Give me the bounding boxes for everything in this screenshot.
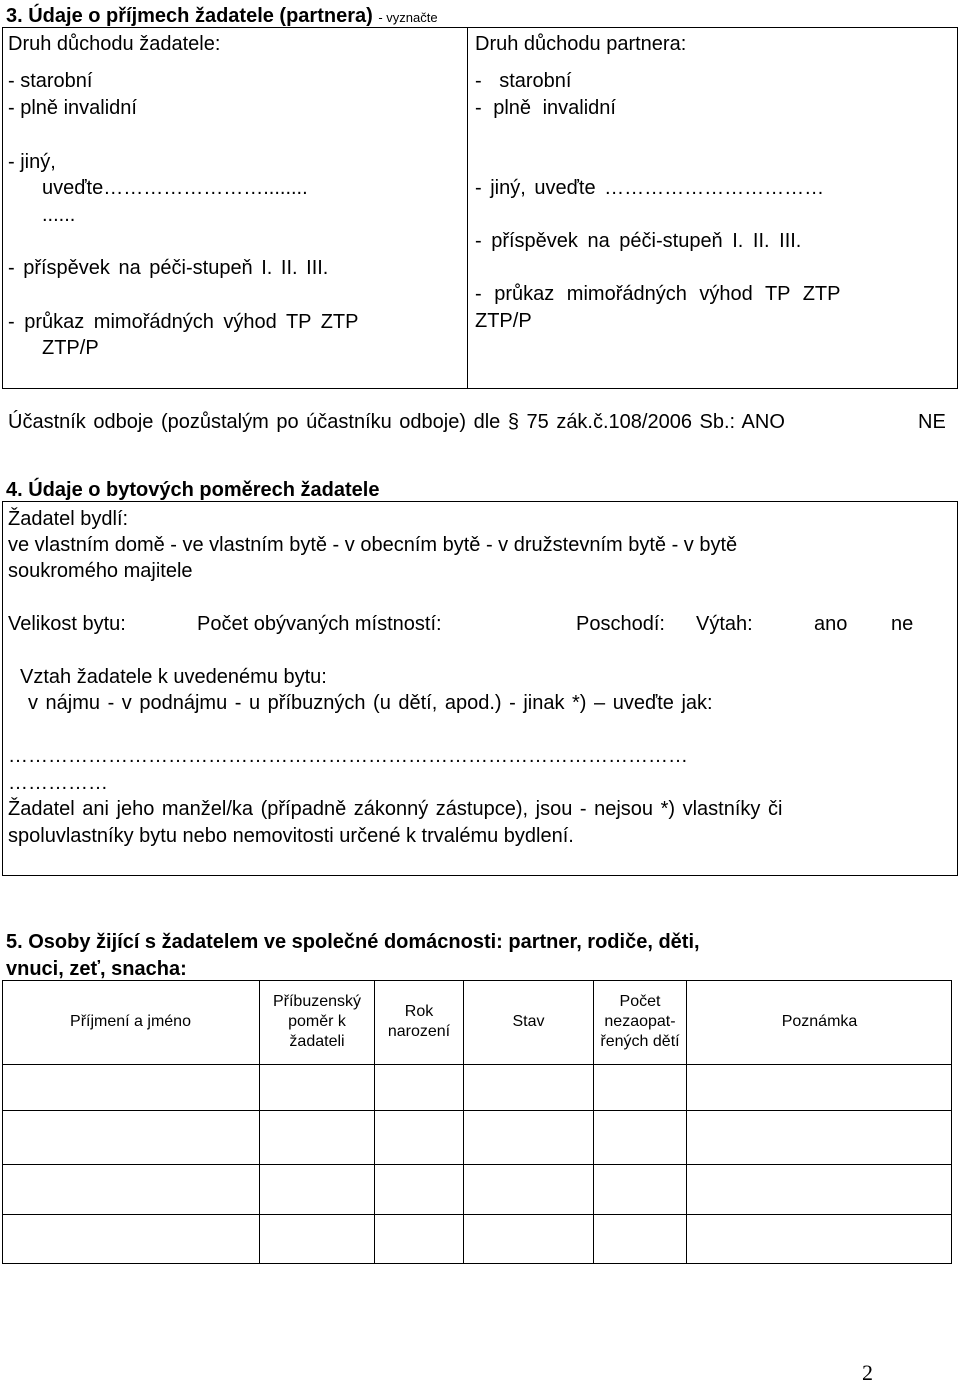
section5-title: 5. Osoby žijící s žadatelem ve společné domácnosti: partner, rodiče, děti, xyxy=(6,931,700,953)
relation-dots-line[interactable]: ………………………………………………………………………………………… xyxy=(8,745,688,767)
lift-ano[interactable]: ano xyxy=(814,613,848,635)
pension-box-divider xyxy=(467,27,468,389)
relation-dots-line-2: …………… xyxy=(8,772,108,794)
partner-pension-heading: Druh důchodu partnera: xyxy=(475,33,687,55)
partner-option-oldage[interactable]: - starobní xyxy=(475,70,572,92)
household-table-row-line xyxy=(2,1214,952,1215)
household-table-row-line xyxy=(2,1110,952,1111)
section3-title-note: - vyznačte xyxy=(378,10,438,25)
page-number: 2 xyxy=(862,1360,873,1385)
column-header-note: Poznámka xyxy=(781,1013,858,1030)
column-header-birth-year: Rok narození xyxy=(387,1003,451,1040)
column-header-status: Stav xyxy=(512,1013,545,1030)
applicant-option-invalid[interactable]: - plně invalidní xyxy=(8,97,137,119)
partner-ztpp[interactable]: ZTP/P xyxy=(475,310,532,332)
partner-care-allowance[interactable]: - příspěvek na péči-stupeň I. II. III. xyxy=(475,230,802,252)
applicant-other-specify-cont: ...... xyxy=(42,204,76,226)
relation-label: Vztah žadatele k uvedenému bytu: xyxy=(20,666,327,688)
partner-option-other[interactable]: - jiný, uveďte …………………………… xyxy=(475,177,825,199)
rooms-label: Počet obývaných místností: xyxy=(197,613,442,635)
applicant-ztpp[interactable]: ZTP/P xyxy=(42,337,99,359)
section5-title-cont: vnuci, zeť, snacha: xyxy=(6,958,187,980)
section3-title-text: 3. Údaje o příjmech žadatele (partnera) xyxy=(6,5,373,27)
housing-options-cont[interactable]: soukromého majitele xyxy=(8,560,193,582)
lift-ne[interactable]: ne xyxy=(891,613,914,635)
applicant-option-oldage[interactable]: - starobní xyxy=(8,70,93,92)
ownership-statement-cont: spoluvlastníky bytu nebo nemovitosti určené k trvalému bydlení. xyxy=(8,825,574,847)
resistance-participant: Účastník odboje (pozůstalým po účastníku odboje) dle § 75 zák.č.108/2006 Sb.: ANO xyxy=(8,411,785,433)
relation-options[interactable]: v nájmu - v podnájmu - u příbuzných (u dětí, apod.) - jinak *) – uveďte jak: xyxy=(28,692,713,714)
household-table-row-line xyxy=(2,1164,952,1165)
column-header-name: Příjmení a jméno xyxy=(70,1013,191,1030)
applicant-pension-heading: Druh důchodu žadatele: xyxy=(8,33,221,55)
applicant-lives-label: Žadatel bydlí: xyxy=(8,508,129,530)
housing-options[interactable]: ve vlastním domě - ve vlastním bytě - v obecním bytě - v družstevním bytě - v bytě xyxy=(8,534,738,556)
floor-label: Poschodí: xyxy=(576,613,665,635)
flat-size-label: Velikost bytu: xyxy=(8,613,126,635)
household-table-row-line xyxy=(2,1064,952,1065)
applicant-care-allowance[interactable]: - příspěvek na péči-stupeň I. II. III. xyxy=(8,257,329,279)
applicant-other-specify[interactable]: uveďte……………………........ xyxy=(42,177,308,199)
household-table-col-line xyxy=(259,980,260,1264)
partner-disability-card[interactable]: - průkaz mimořádných výhod TP ZTP xyxy=(475,283,841,305)
section4-title: 4. Údaje o bytových poměrech žadatele xyxy=(6,479,380,501)
applicant-disability-card[interactable]: - průkaz mimořádných výhod TP ZTP xyxy=(8,311,359,333)
column-header-relation: Příbuzenský poměr k žadateli xyxy=(272,993,362,1050)
lift-label: Výtah: xyxy=(696,613,753,635)
column-header-children: Počet nezaopat-řených dětí xyxy=(600,993,680,1050)
resistance-participant-ne[interactable]: NE xyxy=(918,411,946,433)
household-table-col-line xyxy=(593,980,594,1264)
household-table-col-line xyxy=(374,980,375,1264)
applicant-option-other[interactable]: - jiný, xyxy=(8,151,56,173)
partner-option-invalid[interactable]: - plně invalidní xyxy=(475,97,616,119)
ownership-statement: Žadatel ani jeho manžel/ka (případně zákonný zástupce), jsou - nejsou *) vlastníky či xyxy=(8,798,783,820)
